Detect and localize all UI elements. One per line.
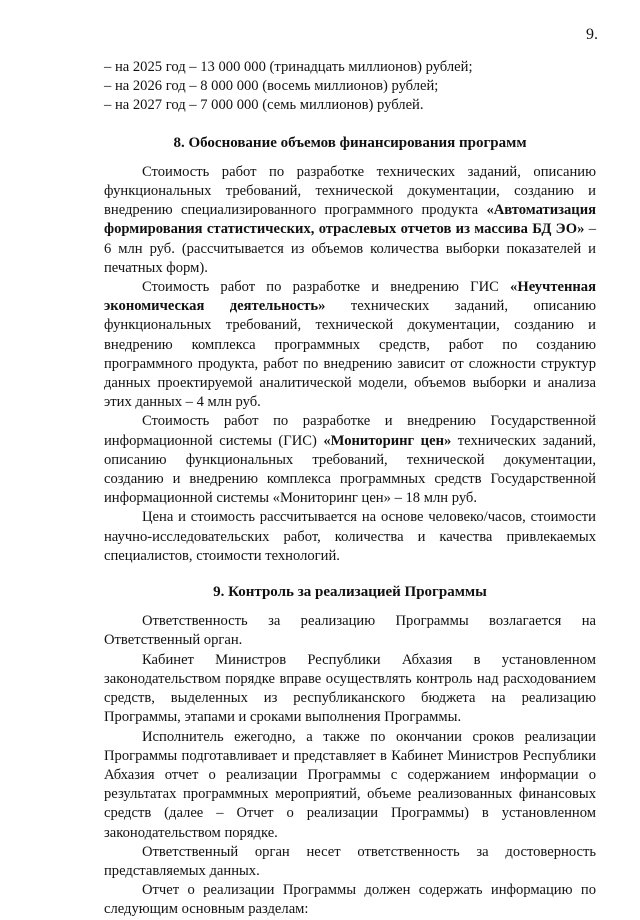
- budget-line-2027: – на 2027 год – 7 000 000 (семь миллионов) рублей.: [104, 97, 424, 114]
- section-9-paragraph-5: Отчет о реализации Программы должен содержать информацию по следующим основным разделам:: [104, 882, 596, 918]
- section-8-title: 8. Обоснование объемов финансирования программ: [173, 134, 527, 151]
- p3-lead: Стоимость работ по разработке и внедрению Государственной информационной системы (ГИС): [104, 413, 596, 449]
- section-9-paragraph-2: Кабинет Министров Республики Абхазия в установленном законодательством порядке вправе осуществлять контроль над расходованием средств, выделенных из республиканского бюджета на реализацию Программы, этапами и сроками выполнения Программы.: [104, 651, 596, 726]
- p1-tail: – 6 млн руб. (рассчитывается из объемов количества выборки показателей и печатных форм).: [104, 221, 596, 276]
- section-9-paragraph-4: Ответственный орган несет ответственность за достоверность представляемых данных.: [104, 843, 596, 879]
- section-9-paragraph-1: Ответственность за реализацию Программы возлагается на Ответственный орган.: [104, 613, 596, 649]
- p3-tail: технических заданий, описанию функциональных требований, технической документации, созданию и внедрению комплекса программных средств Государственной информационной системы «Мониторинг цен» – 18 млн руб.: [104, 432, 596, 507]
- p1-lead: Стоимость работ по разработке технических заданий, описанию функциональных требований, технической документации, созданию и внедрению специализированного программного продукта: [104, 163, 596, 219]
- section-8-paragraph-4: Цена и стоимость рассчитывается на основе человеко/часов, стоимости научно-исследовательских работ, количества и качества привлекаемых специалистов, стоимости технологий.: [104, 509, 596, 564]
- section-9-title: 9. Контроль за реализацией Программы: [213, 584, 487, 601]
- p2-system-name: «Неучтенная экономическая деятельность»: [104, 279, 596, 315]
- section-9-paragraph-3: Исполнитель ежегодно, а также по окончании сроков реализации Программы подготавливает и представляет в Кабинет Министров Республики Абхазия отчет о реализации Программы с содержанием информации о результатах программных мероприятий, объеме реализованных финансовых средств (далее – Отчет о реализации Программы) в установленном законодательством порядке.: [104, 728, 596, 841]
- p1-product-name: «Автоматизация формирования статистических, отраслевых отчетов из массива БД ЭО»: [104, 202, 596, 238]
- section-8-paragraph-1: [104, 163, 596, 278]
- p3-system-name: «Мониторинг цен»: [323, 432, 452, 449]
- page-number: 9.: [586, 26, 598, 43]
- budget-line-2026: – на 2026 год – 8 000 000 (восемь миллионов) рублей;: [104, 78, 439, 95]
- p2-lead: Стоимость работ по разработке и внедрению ГИС: [142, 279, 511, 296]
- p2-tail: технических заданий, описанию функциональных требований, технической документации, созданию и внедрению комплекса программных средств, работ по созданию программного продукта, работ по внедрению зависит от сложности структур данных проектируемой аналитической модели, объемов выборки и анализа этих данных – 4 млн руб.: [104, 298, 596, 411]
- section-8-paragraph-2: [104, 278, 596, 412]
- page-content: [104, 58, 596, 920]
- section-8-paragraph-3: [104, 412, 596, 508]
- budget-line-2025: – на 2025 год – 13 000 000 (тринадцать миллионов) рублей;: [104, 59, 473, 75]
